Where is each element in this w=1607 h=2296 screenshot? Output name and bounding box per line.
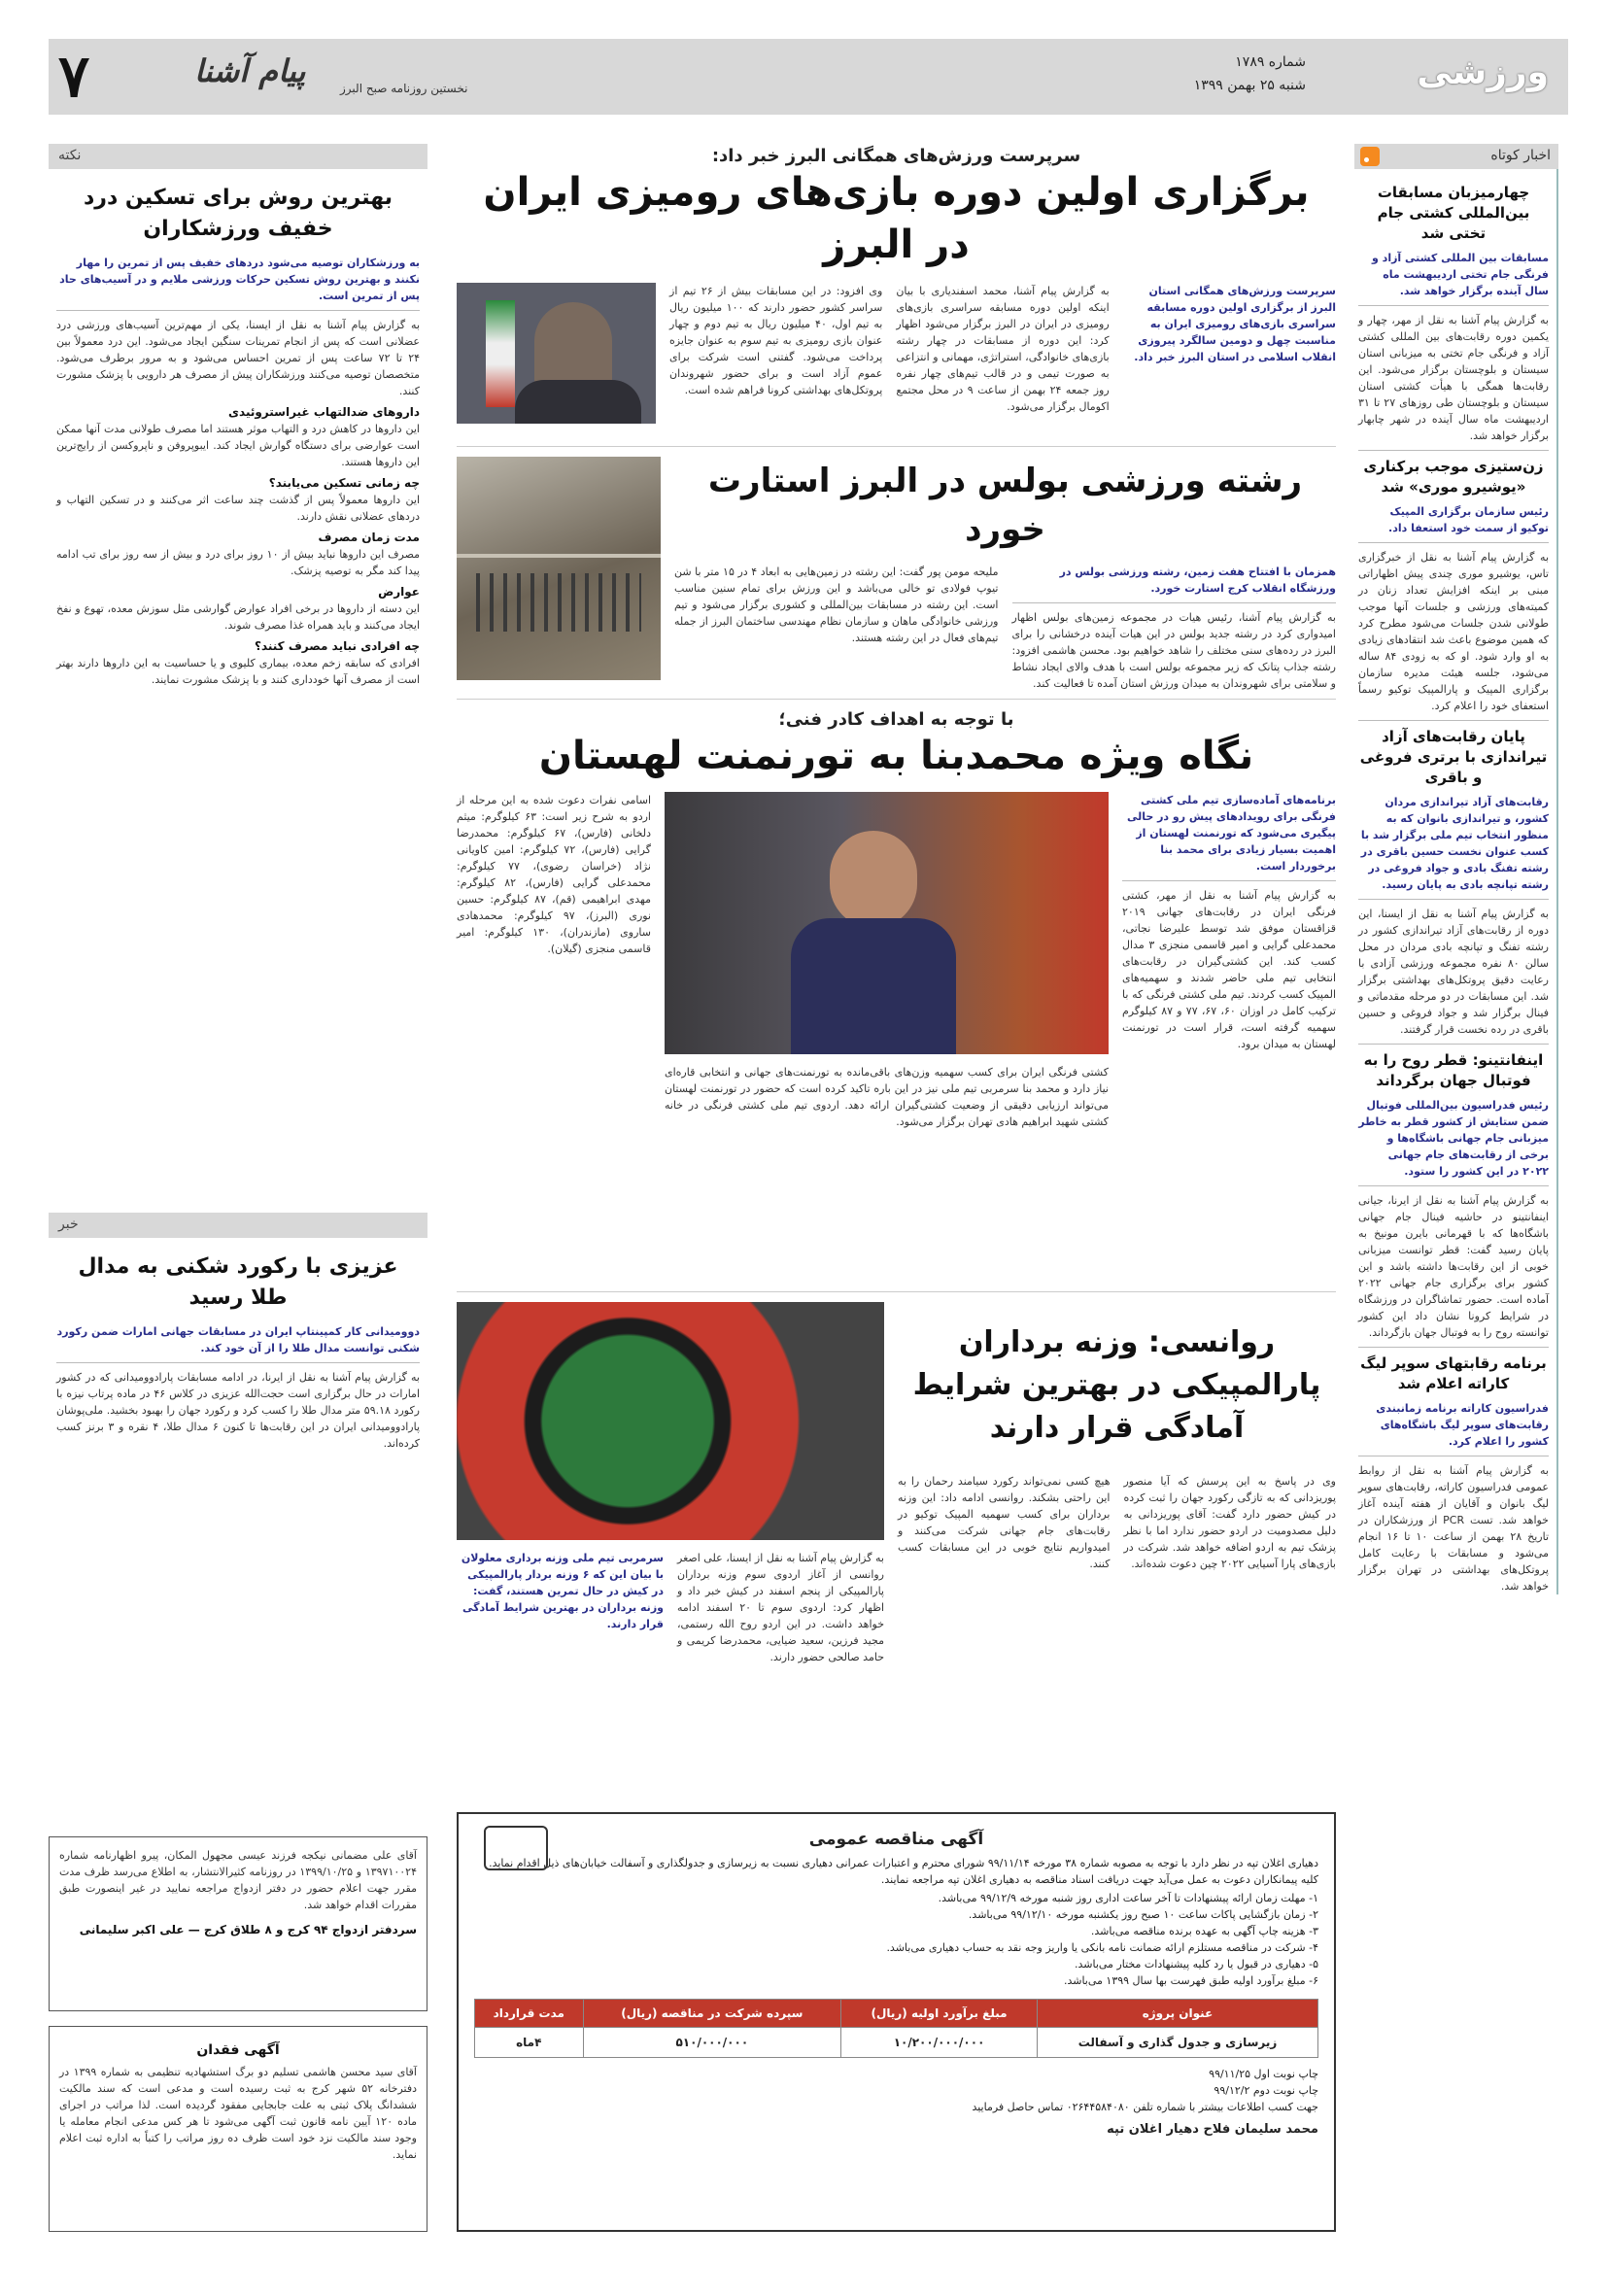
newspaper-tagline: نخستین روزنامه صبح البرز — [340, 82, 468, 95]
table-row — [475, 2028, 1318, 2058]
tender-body: دهیاری اغلان تپه در نظر دارد با توجه به مصوبه شماره ۳۸ مورخه ۹۹/۱۱/۱۴ شورای محترم و اعتبارات عمرانی دهیاری نسبت به زیرسازی و جدولگذاری و آسفالت خیابان‌های ذیل اقدام نماید. کلیه پیمانکاران دعوت به عمل می‌آید جهت دریافت اسناد مناقصه به دهیاری اغلان تپه مراجعه نمایند. — [489, 1857, 1318, 1886]
weightlifting-story — [457, 1302, 1336, 1798]
tender-publish-first: چاپ نوبت اول ۹۹/۱۱/۲۵ — [1209, 2068, 1318, 2080]
tip-section-heading: داروهای ضدالتهاب غیراستروئیدی — [228, 405, 420, 419]
tip-section-text: این داروها معمولاً پس از گذشت چند ساعت اثر می‌کنند و در تسکین التهاب و دردهای عضلانی نقش دارند. — [56, 494, 420, 523]
tender-advertisement — [457, 1812, 1336, 2232]
tender-table-cell: ۱۰/۲۰۰/۰۰۰/۰۰۰ — [841, 2028, 1038, 2058]
issue-date: شنبه ۲۵ بهمن ۱۳۹۹ — [1193, 78, 1306, 93]
weightlifting-story-body: هیچ کسی نمی‌تواند رکورد سیامند رحمان را به این راحتی بشکند. روانسی ادامه داد: این وزنه برداران برای کسب سهمیه المپیک توکیو در رقابت‌های جام جهانی شرکت می‌کنند و امیدواریم نتایج خوبی در این مسابقات کسب کنند. — [898, 1475, 1111, 1570]
marriage-notice-sign: سردفتر ازدواج ۹۴ کرج و ۸ طلاق کرج — علی اکبر سلیمانی — [79, 1923, 417, 1936]
wrestling-story-lead: برنامه‌های آماده‌سازی تیم ملی کشتی فرنگی برای رویدادهای پیش رو در حالی پیگیری می‌شود که تورنمنت لهستان از اهمیت بسیار زیادی برای محمد بنا برخوردار است. — [1126, 794, 1336, 873]
boules-story-body: ملیحه مومن پور گفت: این رشته در زمین‌هایی به ابعاد ۴ در ۱۵ متر با شن تیوپ فولادی تو خالی می‌باشد و این ورزش برای تمام سنین مناسب است. این رشته در مسابقات بین‌المللی و کشوری برگزار می‌شود و تیم ورزشی خانوادگی ماهان و سازمان نظام مهندسی ساختمان البرز از جمله تیم‌های فعال در این رشته هستند. — [674, 565, 999, 644]
main-story-body: به گزارش پیام آشنا، محمد اسفندیاری با بیان اینکه اولین دوره مسابقه سراسری بازی‌های رومیزی در ایران در البرز برگزار می‌شود اظهار کرد: این دوره از مسابقات در چهار رشته بازی‌های خانوادگی، استراتژی، مهمانی و انتزاعی به صورت تیمی و در قالب تیم‌های چهار نفره روز جمعه ۲۴ بهمن از ساعت ۹ در محل مجتمع اکومال برگزار می‌شود. — [896, 285, 1110, 413]
short-news-body: به گزارش پیام آشنا به نقل از روابط عمومی فدراسیون کاراته، رقابت‌های سوپر لیگ بانوان و آقایان از هفته آینده آغاز خواهد شد. تست PCR از ورزشکاران در تاریخ ۲۸ بهمن از ساعت ۱۰ تا ۱۶ انجام می‌شود و مسابقات با رعایت کامل پروتکل‌های بهداشتی در تهران برگزار خواهد شد. — [1358, 1464, 1549, 1593]
short-news-item — [1358, 727, 1549, 1038]
short-news-title: اینفانتینو: قطر روح را به فوتبال جهان برگرداند — [1363, 1051, 1544, 1089]
wrestling-coach-photo — [665, 792, 1109, 1054]
tender-contact: جهت کسب اطلاعات بیشتر با شماره تلفن ۰۲۶۴۴۵۸۴۰۸۰ تماس حاصل فرمایید — [972, 2101, 1318, 2113]
short-news-lead: فدراسیون کاراته برنامه زمانبندی رقابت‌های سوپر لیگ باشگاه‌های کشور را اعلام کرد. — [1376, 1402, 1549, 1448]
municipality-logo — [484, 1826, 548, 1870]
tender-table-cell: ۵۱۰/۰۰۰/۰۰۰ — [583, 2028, 841, 2058]
weightlifting-story-body: وی در پاسخ به این پرسش که آیا منصور پوریزدانی که به تازگی رکورد جهان را ثبت کرده در کیش حضور دارد گفت: آقای پوریزدانی به دلیل مصدومیت در اردو حضور ندارد اما با نظر پزشک تیم به اردو اضافه خواهد شد. شرکت در بازی‌های پارا آسیایی ۲۰۲۲ چین دعوت شده‌اند. — [1123, 1475, 1336, 1570]
tip-header: نکته — [49, 144, 427, 169]
short-news-lead: رئیس فدراسیون بین‌المللی فوتبال ضمن ستایش از کشور قطر به خاطر میزبانی جام جهانی باشگاه‌ها و برخی از رقابت‌های جام جهانی ۲۰۲۲ در این کشور را ستود. — [1358, 1099, 1549, 1178]
news-title: عزیزی با رکورد شکنی به مدال طلا رسید — [78, 1254, 398, 1310]
tender-table-cell: ۴ماه — [475, 2028, 584, 2058]
boules-story-body: به گزارش پیام آشنا، رئیس هیات در مجموعه زمین‌های بولس اظهار امیدواری کرد در رشته جدید بولس در این هیات آینده درخشانی را برای البرز در رده‌های سنی مختلف را شاهد خواهیم بود. محسن هاشمی افزود: رشته جذاب پتانک که زیر مجموعه بولس است با هدف والای ایجاد نشاط و سلامتی برای شهروندان به میدان ورزش استان آمده تا فعالیت کند. — [1011, 611, 1336, 690]
short-news-item — [1358, 457, 1549, 714]
tender-title: آگهی مناقصه عمومی — [808, 1830, 984, 1849]
news-box — [49, 1213, 427, 1452]
page-number: ۷ — [58, 43, 90, 111]
main-story — [457, 146, 1336, 447]
newspaper-logo: پیام آشنا — [194, 52, 306, 89]
short-news-item — [1358, 183, 1549, 444]
loss-notice-title: آگهی فقدان — [196, 2042, 280, 2058]
short-news-lead: رئیس سازمان برگزاری المپیک توکیو از سمت خود استعفا داد. — [1388, 505, 1549, 534]
loss-notice-text: آقای سید محسن هاشمی تسلیم دو برگ استشهادیه تنظیمی به شماره ۱۳۹۹ در دفترخانه ۵۲ شهر کرج به ثبت رسیده است و مدعی است که سند مالکیت ششدانگ پلاک ثبتی به علت جابجایی مفقود گردیده است. لذا مراتب در اجرای ماده ۱۲۰ آیین نامه قانون ثبت آگهی می‌شود تا هر کس مدعی انجام معامله یا وجود سند مالکیت نزد خود است ظرف ده روز مراتب را کتباً به اداره ثبت اعلام نماید. — [59, 2066, 418, 2161]
boules-story — [457, 457, 1336, 700]
tip-title: بهترین روش برای تسکین درد خفیف ورزشکاران — [84, 186, 393, 241]
tender-table-cell: زیرسازی و جدول گذاری و آسفالت — [1037, 2028, 1317, 2058]
short-news-body: به گزارش پیام آشنا به نقل از مهر، چهار و یکمین دوره رقابت‌های بین المللی کشتی آزاد و فرنگی جام تختی به میزبانی استان سیستان و بلوچستان برگزار می‌شود. این رقابت‌ها همگی با هیأت کشتی استان سیستان و بلوچستان طی روزهای ۲۷ تا ۳۱ اردیبهشت ماه سال آینده در شهر چابهار برگزار خواهد شد. — [1358, 314, 1550, 442]
main-story-kicker: سرپرست ورزش‌های همگانی البرز خبر داد: — [711, 146, 1081, 166]
wrestling-story-kicker: با توجه به اهداف کادر فنی؛ — [778, 709, 1014, 730]
short-news-title: پایان رقابت‌های آزاد تیراندازی با برتری فروغی و باقری — [1359, 728, 1548, 786]
tender-table-header: مدت قرارداد — [475, 2000, 584, 2028]
tip-section-heading: مدت زمان مصرف — [318, 531, 420, 544]
main-story-headline: برگزاری اولین دوره بازی‌های رومیزی ایران در البرز — [483, 170, 1310, 267]
tender-item: ۶- مبلغ برآورد اولیه طبق فهرست بها سال ۱۳۹۹ می‌باشد. — [1063, 1974, 1318, 1987]
tender-table — [474, 1999, 1318, 2058]
short-news-title: زن‌ستیزی موجب برکناری «یوشیرو موری» شد — [1363, 458, 1544, 496]
tender-table-header: مبلغ برآورد اولیه (ریال) — [841, 2000, 1038, 2028]
tender-item: ۲- زمان بازگشایی پاکات ساعت ۱۰ صبح روز یکشنبه مورخه ۹۹/۱۲/۱۰ می‌باشد. — [968, 1908, 1318, 1921]
tender-item: ۳- هزینه چاپ آگهی به عهده برنده مناقصه می‌باشد. — [1090, 1925, 1318, 1937]
tender-table-header: سپرده شرکت در مناقصه (ریال) — [583, 2000, 841, 2028]
tip-section-text: مصرف این داروها نباید بیش از ۱۰ روز برای درد و بیش از سه روز برای تب ادامه پیدا کند مگر به توصیه پزشک. — [56, 548, 420, 577]
tip-section-heading: عوارض — [378, 585, 420, 599]
tender-item: ۵- دهیاری در قبول یا رد کلیه پیشنهادات مختار می‌باشد. — [1074, 1958, 1318, 1970]
official-portrait-photo — [457, 283, 656, 424]
short-news-header-label: اخبار کوتاه — [1490, 148, 1551, 163]
rss-icon — [1360, 147, 1380, 166]
tip-section-heading: چه زمانی تسکین می‌یابند؟ — [268, 476, 420, 490]
masthead — [49, 39, 1568, 115]
issue-number: شماره ۱۷۸۹ — [1235, 54, 1306, 70]
boules-story-lead: همزمان با افتتاح هفت زمین، رشته ورزشی بولس در ورزشگاه انقلاب کرج استارت خورد. — [1059, 565, 1336, 595]
weightlifting-story-headline: روانسی: وزنه برداران پارالمپیکی در بهترین شرایط آمادگی قرار دارند — [912, 1325, 1321, 1445]
wrestling-story-body: به گزارش پیام آشنا به نقل از مهر، کشتی فرنگی ایران در رقابت‌های جهانی ۲۰۱۹ قزاقستان موفق شد توسط علیرضا نجاتی، محمدعلی گرایی و امیر قاسمی منجزی ۳ مدال کسب کند. این کشتی‌گیران در رقابت‌های انتخابی تیم ملی حاضر شدند و سهمیه‌های المپیک کسب کردند. تیم ملی کشتی فرنگی که با ترکیب کامل در اوزان ۶۰، ۶۷، ۷۷ و ۸۷ کیلوگرم سهمیه گرفته است، قرار است در تورنمنت لهستان به میدان برود. — [1122, 889, 1336, 1050]
short-news-lead: مسابقات بین المللی کشتی آزاد و فرنگی جام تختی اردیبهشت ماه سال آینده برگزار خواهد شد. — [1372, 252, 1549, 297]
weightlifting-story-lead: سرمربی تیم ملی وزنه برداری معلولان با بیان این که ۶ وزنه بردار پارالمپیکی در کیش در حال تمرین هستند، گفت: وزنه برداران در بهترین شرایط آمادگی قرار دارند. — [461, 1552, 664, 1630]
tender-item: ۱- مهلت زمان ارائه پیشنهادات تا آخر ساعت اداری روز شنبه مورخه ۹۹/۱۲/۹ می‌باشد. — [938, 1892, 1318, 1904]
wrestling-story-headline: نگاه ویژه محمدبنا به تورنمنت لهستان — [538, 734, 1254, 778]
tip-article — [49, 183, 427, 688]
news-body: به گزارش پیام آشنا به نقل از ایرنا، در ادامه مسابقات پارادوومیدانی که در کشور امارات در حال برگزاری است حجت‌الله عزیزی در کلاس ۴۶ در ماده پرتاب نیزه با رکورد ۵۹.۱۸ متر مدال طلا را کسب کرد و رکورد جهان را بهبود بخشید. ملی‌پوشان پارادوومیدانی ایران در این رقابت‌ها تا کنون ۶ مدال طلا، ۴ نقره و ۳ برنز کسب کرده‌اند. — [56, 1371, 421, 1450]
tip-section-heading: چه افرادی نباید مصرف کنند؟ — [254, 639, 420, 653]
boules-story-headline: رشته ورزشی بولس در البرز استارت خورد — [707, 462, 1303, 549]
short-news-item — [1358, 1050, 1549, 1341]
marriage-notice — [49, 1836, 427, 2011]
news-header: خبر — [49, 1213, 427, 1238]
wrestling-squad-list: اسامی نفرات دعوت شده به این مرحله از اردو به شرح زیر است: ۶۳ کیلوگرم: میثم دلخانی (فارس)، ۶۷ کیلوگرم: محمدرضا گرایی (فارس)، ۷۲ کیلوگرم: امین کاویانی نژاد (خراسان رضوی)، ۷۷ کیلوگرم: محمدعلی گرایی (فارس)، ۸۲ کیلوگرم: مهدی ابراهیمی (قم)، ۸۷ کیلوگرم: حسین نوری (البرز)، ۹۷ کیلوگرم: محمدهادی ساروی (مازندران)، ۱۳۰ کیلوگرم: امیر قاسمی منجزی (گیلان). — [457, 794, 651, 955]
loss-notice — [49, 2026, 427, 2232]
short-news-body: به گزارش پیام آشنا به نقل از ایسنا، این دوره از رقابت‌های آزاد تیراندازی کشور در رشته تفنگ و تپانچه بادی مردان در محل سالن ۸۰ نفره مجموعه ورزشی آزادی با رعایت دقیق پروتکل‌های بهداشتی برگزار شد. این مسابقات در دو مرحله مقدماتی و فینال برگزار شد و جواد فروغی و حسین باقری در رده نخست قرار گرفتند. — [1358, 908, 1549, 1036]
short-news-body: به گزارش پیام آشنا به نقل از خبرگزاری تاس، یوشیرو موری چندی پیش اظهاراتی مبنی بر اینکه افزایش تعداد زنان در کمیته‌های ورزشی و جلسات آنها موجب طولانی شدن جلسات می‌شود مطرح کرد که همین موضوع باعث شد انتقادهای زیادی به او وارد شود. او که به زودی ۸۴ ساله می‌شود، جلسه هیئت مدیره سازمان برگزاری المپیک و پارالمپیک توکیو رسماً استعفای خود را اعلام کرد. — [1358, 551, 1549, 712]
short-news-column — [1354, 144, 1558, 2231]
wrestling-story-body: کشتی فرنگی ایران برای کسب سهمیه وزن‌های باقی‌مانده به تورنمنت‌های جهانی و انتخابی قاره‌ای نیاز دارد و محمد بنا سرمربی تیم ملی نیز در این باره تاکید کرده است که حضور در تورنمنت لهستان می‌تواند ارزیابی دقیقی از وضعیت کشتی‌گیران ارائه دهد. اردوی تیم ملی کشتی فرنگی در خانه کشتی شهید ابراهیم هادی تهران برگزار می‌شود. — [665, 1066, 1109, 1128]
tip-lead: به ورزشکاران توصیه می‌شود دردهای خفیف پس از تمرین را مهار نکنند و بهترین روش تسکین حرکات ورزشی ملایم و در آسیب‌های حاد پس از تمرین است. — [59, 257, 420, 302]
weightlifting-story-body: به گزارش پیام آشنا به نقل از ایسنا، علی اصغر روانسی از آغاز اردوی سوم وزنه برداران پارالمپیکی از پنجم اسفند در کیش خبر داد و اظهار کرد: اردوی سوم تا ۲۰ اسفند ادامه خواهد داشت. در این اردو روح الله رستمی، مجید فرزین، سعید ضیایی، محمدرضا کریمی و حامد صالحی حضور دارند. — [677, 1552, 885, 1663]
main-story-body: وی افزود: در این مسابقات بیش از ۲۶ تیم از سراسر کشور حضور دارند که ۱۰۰ میلیون ریال به تیم اول، ۴۰ میلیون ریال به تیم دوم و چهار عنوان بازی رومیزی به تیم سوم به عنوان جایزه پرداخت می‌شود. گفتنی است شرکت برای عموم آزاد است و برای حضور شهروندان پروتکل‌های بهداشتی کرونا فراهم شده است. — [669, 285, 883, 396]
tip-section-text: این دسته از داروها در برخی افراد عوارض گوارشی مثل سوزش معده، تهوع و نفخ ایجاد می‌کنند و باید همراه غذا مصرف شوند. — [56, 602, 420, 632]
tip-body: به گزارش پیام آشنا به نقل از ایسنا، یکی از مهم‌ترین آسیب‌های ورزشی درد عضلانی است که پس از انجام تمرینات سنگین ایجاد می‌شود. این درد معمولاً بین ۲۴ تا ۷۲ ساعت پس از تمرین احساس می‌شود و به مرور برطرف می‌شود. متخصصان توصیه می‌کنند ورزشکاران پیش از مصرف هر دارویی با پزشک مشورت کنند. — [56, 319, 421, 397]
short-news-item — [1358, 1354, 1549, 1594]
tender-table-header: عنوان پروژه — [1037, 2000, 1317, 2028]
marriage-notice-text: آقای علی مضمانی نیکجه فرزند عیسی مجهول المکان، پیرو اظهارنامه شماره ۱۳۹۷۱۰۰۲۴ و ۱۳۹۹/۱۰/۲۵ در روزنامه کثیرالانتشار، به اطلاع می‌رسد ظرف مدت مقرر جهت اعلام حضور در دفتر ازدواج مراجعه نمایید در غیر اینصورت طبق مقررات اقدام خواهد شد. — [59, 1849, 417, 1911]
tip-section-text: افرادی که سابقه زخم معده، بیماری کلیوی و یا حساسیت به این داروها دارند بهتر است از مصرف آنها خودداری کنند و با پزشک مشورت نمایند. — [56, 657, 420, 686]
main-story-lead: سرپرست ورزش‌های همگانی استان البرز از برگزاری اولین دوره مسابقه سراسری بازی‌های رومیزی ایران به مناسبت چهل و دومین سالگرد پیروزی انقلاب اسلامی در استان البرز خبر داد. — [1134, 285, 1336, 363]
short-news-body: به گزارش پیام آشنا به نقل از ایرنا، جیانی اینفانتینو در حاشیه فینال جام جهانی باشگاه‌ها که با قهرمانی بایرن مونیخ به پایان رسید گفت: قطر توانست میزبانی خوبی از این رقابت‌ها داشته باشد و این کشور برای برگزاری جام جهانی ۲۰۲۲ آماده است. حضور تماشاگران در ورزشگاه در شرایط کرونا نشان داد این کشور توانسته روح را به فوتبال جهان بازگرداند. — [1358, 1194, 1549, 1339]
tip-section-text: این داروها در کاهش درد و التهاب موثر هستند اما مصرف طولانی مدت آنها ممکن است عوارضی برای دستگاه گوارش ایجاد کند. ایبوپروفن و ناپروکسن از رایج‌ترین این داروها هستند. — [56, 423, 420, 468]
tender-item: ۴- شرکت در مناقصه مستلزم ارائه ضمانت نامه بانکی یا واریز وجه نقد به حساب دهیاری می‌باشد. — [886, 1941, 1318, 1954]
wrestling-story — [457, 709, 1336, 1292]
news-lead: دوومیدانی کار کمپینتاپ ایران در مسابقات جهانی امارات ضمن رکورد شکنی توانست مدال طلا را از آن خود کند. — [56, 1325, 420, 1354]
boules-field-photo — [457, 457, 661, 680]
short-news-header — [1354, 144, 1558, 169]
weightlifting-plates-photo — [457, 1302, 884, 1540]
left-column — [49, 144, 427, 688]
tender-signature: محمد سلیمان فلاح دهیار اغلان تپه — [1107, 2122, 1318, 2137]
section-title: ورزشی — [1417, 52, 1549, 92]
short-news-lead: رقابت‌های آزاد تیراندازی مردان کشور، و تیراندازی بانوان که به منظور انتخاب تیم ملی برگزار شد با کسب عنوان نخست حسین باقری در رشته تفنگ بادی و جواد فروغی در رشته تپانچه بادی به پایان رسید. — [1360, 796, 1549, 891]
short-news-title: برنامه رقابتهای سوپر لیگ کاراته اعلام شد — [1360, 1354, 1547, 1392]
short-news-title: چهارمیزبان مسابقات بین‌المللی کشتی جام تختی شد — [1377, 184, 1530, 242]
tender-publish-second: چاپ نوبت دوم ۹۹/۱۲/۲ — [1214, 2084, 1318, 2097]
